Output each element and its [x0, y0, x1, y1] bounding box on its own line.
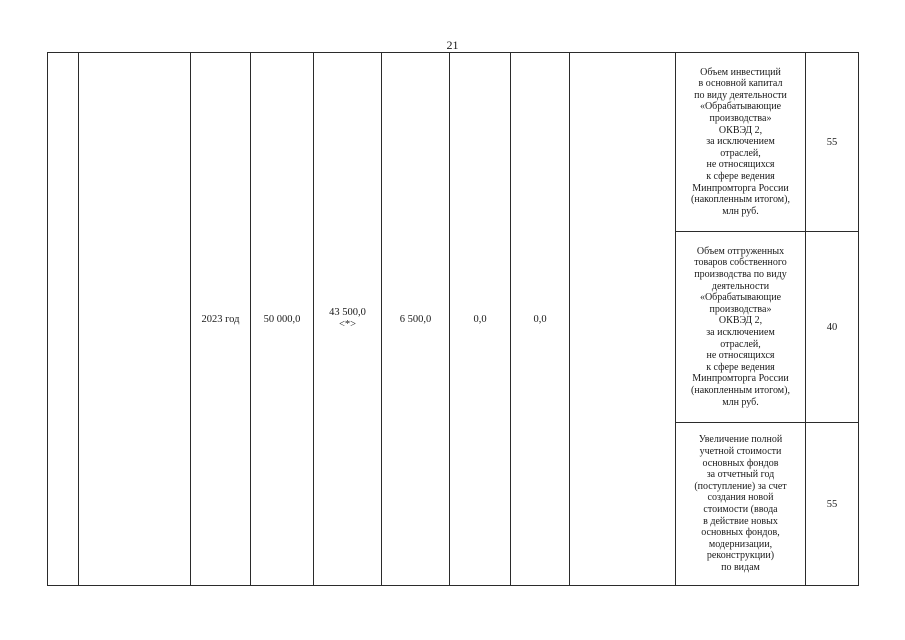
- cell-index: [48, 53, 79, 586]
- cell-total: 50 000,0: [251, 53, 314, 586]
- cell-year: 2023 год: [191, 53, 251, 586]
- indicator-name: Увеличение полной учетной стоимости основных фондов за отчетный год (поступление) за счет создания новой стоимости (ввода в действие новых основных фондов, модернизации, реконструкции) по видам: [676, 423, 806, 586]
- program-table: [47, 52, 859, 586]
- table-row: [48, 53, 859, 232]
- indicator-name: Объем инвестиций в основной капитал по виду деятельности «Обрабатывающие производства» ОКВЭД 2, за исключением отраслей, не относящихся к сфере ведения Минпромторга России (накопленным итогом), млн руб.: [676, 53, 806, 232]
- indicator-name: Объем отгруженных товаров собственного производства по виду деятельности «Обрабатывающие производства» ОКВЭД 2, за исключением отраслей, не относящихся к сфере ведения Минпромторга России (накопленным итогом), млн руб.: [676, 232, 806, 423]
- cell-federal: [314, 53, 382, 586]
- cell-local: 0,0: [450, 53, 511, 586]
- federal-value: 43 500,0: [329, 307, 366, 318]
- indicator-value: 55: [806, 423, 859, 586]
- federal-note: <*>: [338, 319, 357, 330]
- cell-regional: 6 500,0: [382, 53, 450, 586]
- page-number: 21: [446, 38, 459, 52]
- indicator-value: 40: [806, 232, 859, 423]
- cell-event-name: [79, 53, 191, 586]
- indicator-value: 55: [806, 53, 859, 232]
- cell-responsible: [570, 53, 676, 586]
- cell-extrabudget: 0,0: [511, 53, 570, 586]
